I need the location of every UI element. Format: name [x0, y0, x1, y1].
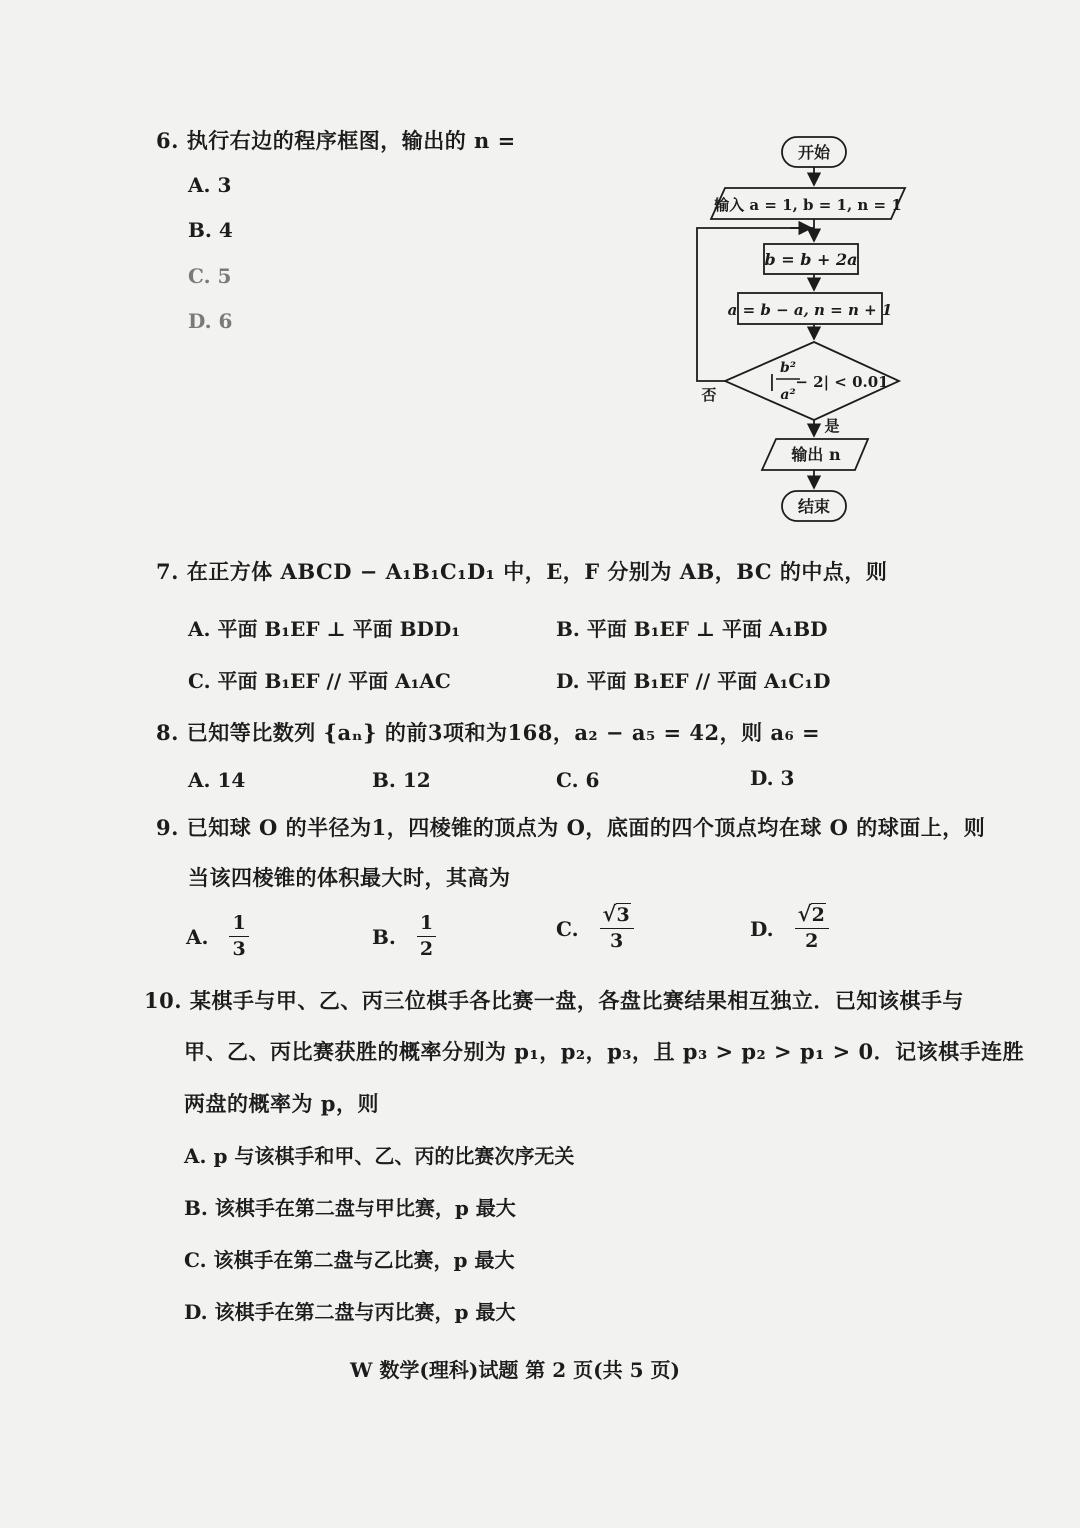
q9-option-b-numerator: 1 — [417, 914, 436, 937]
q9-option-c-denominator: 3 — [610, 930, 624, 952]
flow-step2-label: a = b − a, n = n + 1 — [727, 301, 893, 319]
q10-option-a: A. p 与该棋手和甲、乙、丙的比赛次序无关 — [184, 1144, 575, 1168]
q6-stem: 6. 执行右边的程序框图，输出的 n = — [156, 128, 516, 153]
q9-option-d-denominator: 2 — [805, 930, 819, 952]
q10-stem-line1: 10. 某棋手与甲、乙、丙三位棋手各比赛一盘，各盘比赛结果相互独立．已知该棋手与 — [144, 988, 964, 1013]
flow-no-label: 否 — [701, 386, 717, 404]
q10-option-c: C. 该棋手在第二盘与乙比赛，p 最大 — [184, 1248, 515, 1272]
q10-stem-line3: 两盘的概率为 p，则 — [184, 1091, 379, 1116]
flow-cond-rest: − 2| < 0.01 — [795, 373, 889, 391]
q10-stem-line2: 甲、乙、丙比赛获胜的概率分别为 p₁，p₂，p₃，且 p₃ > p₂ > p₁ > 0．记该棋手连胜 — [184, 1039, 1025, 1064]
q8-option-c: C. 6 — [556, 768, 600, 792]
flow-cond-abs-open: | — [768, 372, 776, 392]
q7-stem: 7. 在正方体 ABCD − A₁B₁C₁D₁ 中，E，F 分别为 AB，BC 的中点，则 — [156, 559, 888, 584]
q7-option-c: C. 平面 B₁EF // 平面 A₁AC — [188, 669, 451, 693]
sqrt-symbol: √ 3 — [603, 906, 631, 925]
flow-cond-numerator: b² — [780, 360, 796, 376]
sqrt-symbol: √ 2 — [798, 906, 826, 925]
flow-end-label: 结束 — [797, 497, 831, 516]
q10-option-b: B. 该棋手在第二盘与甲比赛，p 最大 — [184, 1196, 516, 1220]
q10-option-d: D. 该棋手在第二盘与丙比赛，p 最大 — [184, 1300, 516, 1324]
q9-option-c-fraction — [600, 906, 634, 951]
page-footer: W 数学(理科)试题 第 2 页(共 5 页) — [350, 1358, 680, 1382]
program-flowchart — [680, 128, 940, 528]
flow-step1-label: b = b + 2a — [764, 250, 858, 269]
q8-option-a: A. 14 — [188, 768, 246, 792]
q7-option-a: A. 平面 B₁EF ⊥ 平面 BDD₁ — [188, 617, 460, 641]
q9-option-b-fraction — [417, 914, 436, 959]
q6-option-d: D. 6 — [188, 309, 233, 333]
q9-option-a-fraction — [229, 914, 248, 959]
q9-stem-line2: 当该四棱锥的体积最大时，其高为 — [188, 865, 511, 890]
q7-option-b: B. 平面 B₁EF ⊥ 平面 A₁BD — [556, 617, 828, 641]
flow-yes-label: 是 — [824, 417, 840, 435]
q9-option-b-label: B. — [372, 924, 396, 949]
q9-option-c-numerator — [600, 906, 634, 929]
q9-stem-line1: 9. 已知球 O 的半径为1，四棱锥的顶点为 O，底面的四个顶点均在球 O 的球面上，则 — [156, 815, 986, 840]
flow-output-label: 输出 n — [791, 445, 841, 464]
q9-option-a-label: A. — [186, 924, 209, 949]
q9-option-b — [372, 914, 436, 959]
flow-input-label: 输入 a = 1, b = 1, n = 1 — [714, 196, 902, 214]
q6-option-a: A. 3 — [188, 173, 232, 197]
q8-option-b: B. 12 — [372, 768, 431, 792]
q9-option-a-numerator: 1 — [229, 914, 248, 937]
q9-option-d-label: D. — [750, 916, 774, 941]
q9-option-a — [186, 914, 249, 959]
q9-option-d-numerator — [795, 906, 829, 929]
q6-option-c: C. 5 — [188, 264, 232, 288]
q8-stem: 8. 已知等比数列 {aₙ} 的前3项和为168，a₂ − a₅ = 42，则 a₆ = — [156, 720, 821, 745]
q6-option-b: B. 4 — [188, 218, 233, 242]
flow-start-label: 开始 — [797, 143, 831, 162]
q9-option-d-fraction — [795, 906, 829, 951]
q8-option-d: D. 3 — [750, 766, 795, 790]
flow-cond-denominator: a² — [780, 387, 796, 403]
q9-option-a-denominator: 3 — [232, 938, 246, 960]
q9-option-d — [750, 906, 829, 951]
q9-option-b-denominator: 2 — [419, 938, 434, 960]
q9-option-c-label: C. — [556, 916, 579, 941]
q7-option-d: D. 平面 B₁EF // 平面 A₁C₁D — [556, 669, 831, 693]
q9-option-c — [556, 906, 634, 951]
